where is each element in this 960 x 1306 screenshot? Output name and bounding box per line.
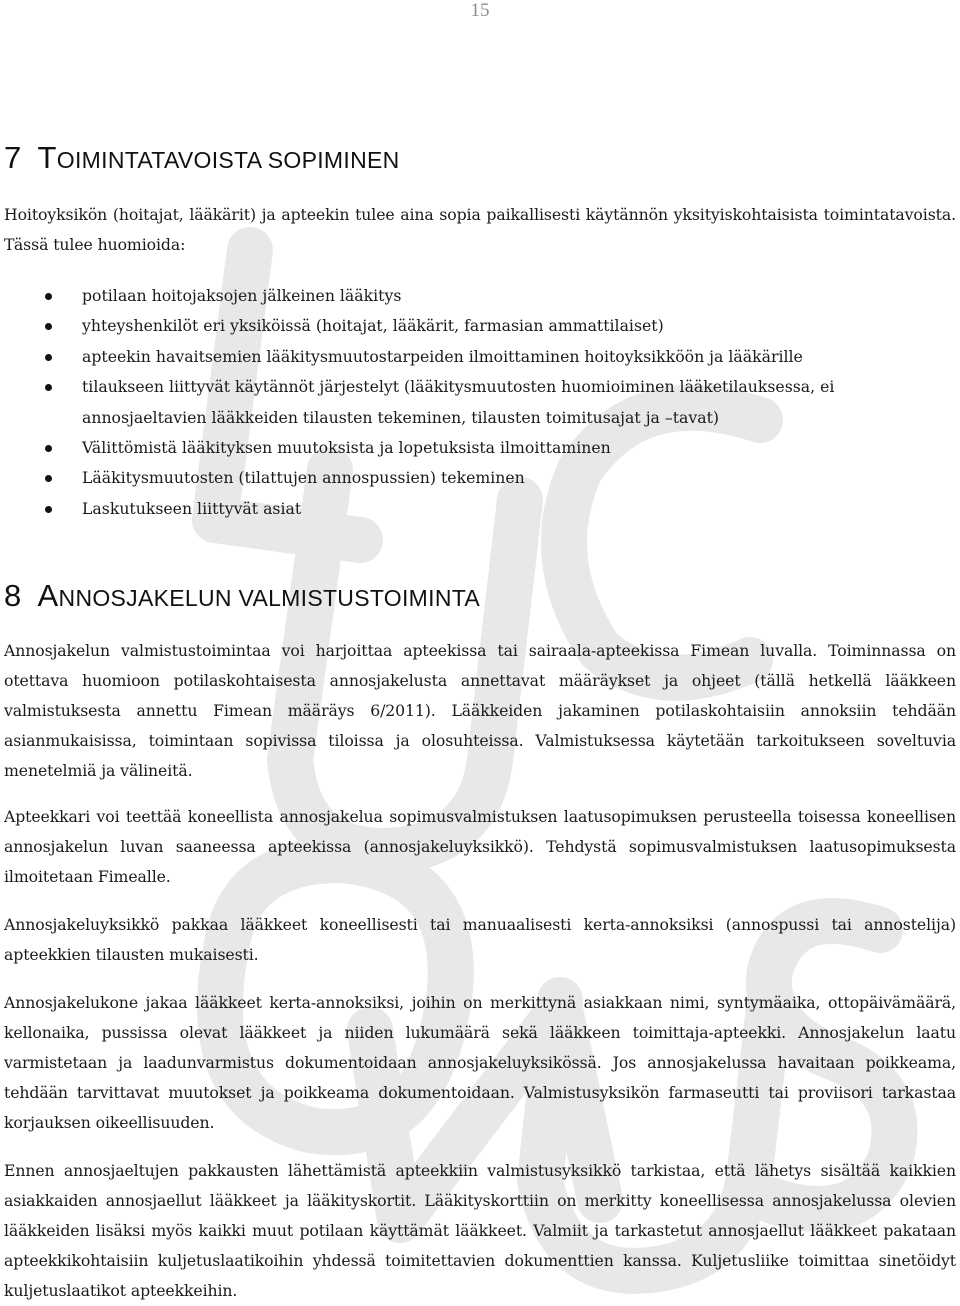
bullet-item bbox=[0, 494, 960, 524]
section-7-heading bbox=[4, 140, 400, 176]
bullet-text: tilaukseen liittyvät käytännöt järjestelyt (lääkitysmuutosten huomioiminen lääketilauksessa, ei annosjaeltavien lääkkeiden tilausten tekeminen, tilausten toimitusajat ja –tavat) bbox=[82, 377, 835, 427]
bullet-icon bbox=[45, 384, 52, 391]
bullet-text: yhteyshenkilöt eri yksiköissä (hoitajat, lääkärit, farmasian ammattilaiset) bbox=[82, 316, 664, 336]
section-7-title-initial: T bbox=[37, 140, 57, 175]
bullet-icon bbox=[45, 354, 52, 361]
bullet-icon bbox=[45, 506, 52, 513]
bullet-item bbox=[0, 433, 960, 463]
section-8-heading bbox=[4, 578, 480, 614]
bullet-item bbox=[0, 311, 960, 341]
section-8-number: 8 bbox=[4, 578, 22, 613]
section-7-number: 7 bbox=[4, 140, 22, 175]
section-7-title-rest: OIMINTATAVOISTA SOPIMINEN bbox=[56, 147, 400, 173]
section-7-bullet-list bbox=[0, 281, 960, 524]
section-8-title-rest: NNOSJAKELUN VALMISTUSTOIMINTA bbox=[58, 585, 481, 611]
bullet-icon bbox=[45, 293, 52, 300]
bullet-icon bbox=[45, 323, 52, 330]
bullet-item bbox=[0, 342, 960, 372]
bullet-item bbox=[0, 372, 960, 433]
bullet-text: Välittömistä lääkityksen muutoksista ja lopetuksista ilmoittaminen bbox=[82, 438, 611, 458]
section-8-paragraph-5: Ennen annosjaeltujen pakkausten lähettämistä apteekkiin valmistusyksikkö tarkistaa, että lähetys sisältää kaikkien asiakkaiden annosjaellut lääkkeet ja lääkityskortit. Lääkityskorttiin on merkitty koneellisessa annosjakelussa olevien lääkkeiden lisäksi myös kaikki muut potilaan käyttämät lääkkeet. Valmiit ja tarkastetut annosjaellut lääkkeet pakataan apteekkikohtaisiin kuljetuslaatikoihin yhdessä toimitettavien dokumenttien kanssa. Kuljetusliike toimittaa sinetöidyt kuljetuslaatikot apteekkeihin. bbox=[4, 1161, 956, 1300]
bullet-item bbox=[0, 281, 960, 311]
bullet-icon bbox=[45, 475, 52, 482]
section-8-paragraph-2: Apteekkari voi teettää koneellista annosjakelua sopimusvalmistuksen laatusopimuksen perusteella toisessa koneellisen annosjakelun luvan saaneessa apteekissa (annosjakeluyksikkö). Tehdystä sopimusvalmistuksen laatusopimuksesta ilmoitetaan Fimealle. bbox=[4, 807, 956, 886]
section-8-paragraph-4: Annosjakelukone jakaa lääkkeet kerta-annoksiksi, joihin on merkittynä asiakkaan nimi, syntymäaika, ottopäivämäärä, kellonaika, pussissa olevat lääkkeet ja niiden lukumäärä sekä lääkkeen toimittaja-apteekki. Annosjakelun laatu varmistetaan ja laadunvarmistus dokumentoidaan annosjakeluyksikössä. Jos annosjakelussa havaitaan poikkeama, tehdään tarvittavat muutokset ja poikkeama dokumentoidaan. Valmistusyksikön farmaseutti tai proviisori tarkastaa korjauksen oikeellisuuden. bbox=[4, 993, 956, 1132]
bullet-text: Laskutukseen liittyvät asiat bbox=[82, 498, 302, 518]
bullet-text: apteekin havaitsemien lääkitysmuutostarpeiden ilmoittaminen hoitoyksikköön ja lääkärille bbox=[82, 346, 803, 366]
bullet-text: Lääkitysmuutosten (tilattujen annospussien) tekeminen bbox=[82, 468, 525, 488]
page-number: 15 bbox=[470, 0, 490, 21]
bullet-item bbox=[0, 463, 960, 493]
section-8-paragraph-3: Annosjakeluyksikkö pakkaa lääkkeet koneellisesti tai manuaalisesti kerta-annoksiksi (annospussi tai annostelija) apteekkien tilausten mukaisesti. bbox=[4, 915, 956, 964]
bullet-icon bbox=[45, 445, 52, 452]
section-7-intro: Hoitoyksikön (hoitajat, lääkärit) ja apteekin tulee aina sopia paikallisesti käytännön yksityiskohtaisista toimintatavoista. Tässä tulee huomioida: bbox=[4, 205, 956, 254]
section-8-title-initial: A bbox=[37, 578, 59, 613]
bullet-text: potilaan hoitojaksojen jälkeinen lääkitys bbox=[82, 286, 402, 305]
section-8-paragraph-1: Annosjakelun valmistustoimintaa voi harjoittaa apteekissa tai sairaala-apteekissa Fimean luvalla. Toiminnassa on otettava huomioon potilaskohtaisesta annosjakelusta annettavat määräykset ja ohjeet (tällä hetkellä lääkkeen valmistuksesta annettu Fimean määräys 6/2011). Lääkkeiden jakaminen potilaskohtaisiin annoksiin tehdään asianmukaisissa, toimintaan sopivissa tiloissa ja olosuhteissa. Valmistuksessa käytetään tarkoitukseen soveltuvia menetelmiä ja välineitä. bbox=[4, 641, 956, 780]
